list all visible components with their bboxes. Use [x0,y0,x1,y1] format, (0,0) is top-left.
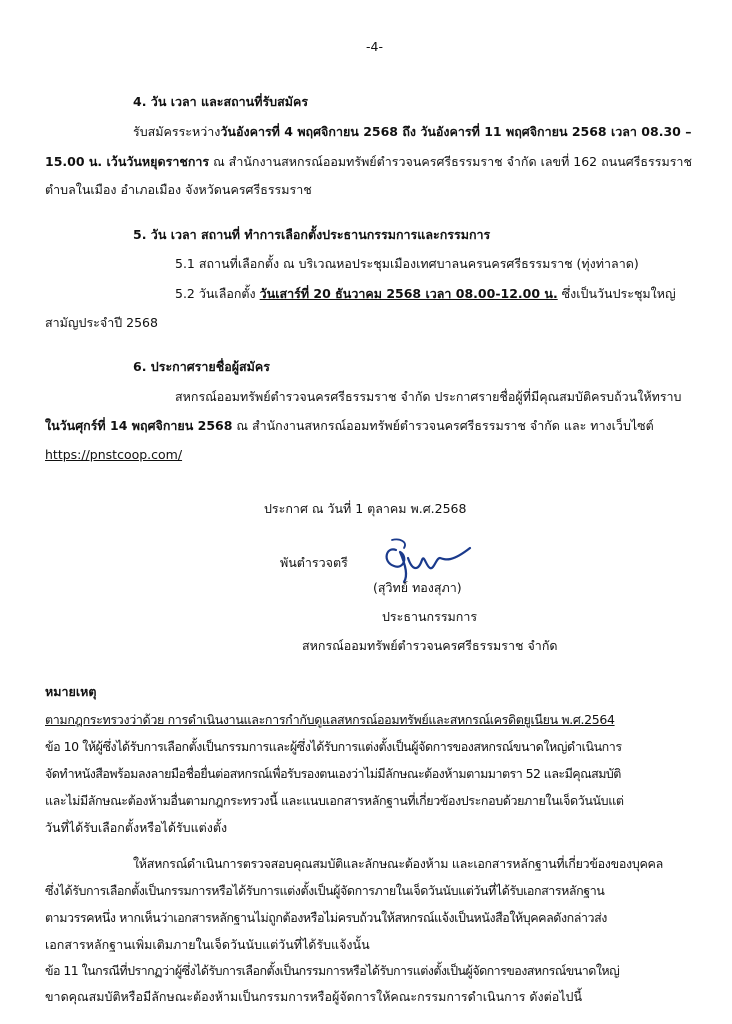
section-4-line-1 [133,123,691,141]
signer-position: ประธานกรรมการ [382,609,478,624]
section-6-line-2-rest: ณ สำนักงานสหกรณ์ออมทรัพย์ตำรวจนครศรีธรรมราช จำกัด และ ทางเว็บไซต์ [232,418,654,433]
page-number: -4- [366,39,383,54]
clause-10-line: และไม่มีลักษณะต้องห้ามอื่นตามกฎกระทรวงนี้ และแนบเอกสารหลักฐานที่เกี่ยวข้องประกอบด้วยภายในเจ็ดวันนับแต่ [45,793,624,808]
signer-name: (สุวิทย์ ทองสุภา) [373,580,462,595]
section-4-line-3: ตำบลในเมือง อำเภอเมือง จังหวัดนครศรีธรรมราช [45,182,312,197]
section-5-heading: 5. วัน เวลา สถานที่ ทำการเลือกตั้งประธานกรรมการและกรรมการ [133,227,491,242]
clause-11-line: ขาดคุณสมบัติหรือมีลักษณะต้องห้ามเป็นกรรมการหรือผู้จัดการให้คณะกรรมการดำเนินการ ดังต่อไปนี้ [45,989,583,1004]
verify-line: เอกสารหลักฐานเพิ่มเติมภายในเจ็ดวันนับแต่วันที่ได้รับแจ้งนั้น [45,937,370,952]
section-6-website-line [45,446,182,464]
website-link[interactable]: https://pnstcoop.com/ [45,447,183,462]
section-4-time: 15.00 น. เว้นวันหยุดราชการ [45,154,210,169]
clause-10-line: ข้อ 10 ให้ผู้ซึ่งได้รับการเลือกตั้งเป็นกรรมการและผู้ซึ่งได้รับการแต่งตั้งเป็นผู้จัดการของสหกรณ์ขนาดใหญ่ดำเนินการ [45,739,622,754]
section-4-location: ณ สำนักงานสหกรณ์ออมทรัพย์ตำรวจนครศรีธรรมราช จำกัด เลขที่ 162 ถนนศรีธรรมราช [209,154,692,169]
section-5-item-2-prefix: 5.2 วันเลือกตั้ง [175,286,260,301]
election-date: วันเสาร์ที่ 20 ธันวาคม 2568 เวลา 08.00-12.00 น. [259,286,558,301]
section-6-line-2 [45,417,654,435]
section-6-line-1: สหกรณ์ออมทรัพย์ตำรวจนครศรีธรรมราช จำกัด ประกาศรายชื่อผู้ที่มีคุณสมบัติครบถ้วนให้ทราบ [175,389,682,404]
remarks-heading: หมายเหตุ [45,684,97,699]
signer-rank: พันตำรวจตรี [280,555,348,570]
section-4-dates: วันอังคารที่ 4 พฤศจิกายน 2568 ถึง วันอังคารที่ 11 พฤศจิกายน 2568 เวลา 08.30 – [220,124,692,139]
section-4-line-2 [45,153,692,171]
verify-line: ซึ่งได้รับการเลือกตั้งเป็นกรรมการหรือได้รับการแต่งตั้งเป็นผู้จัดการภายในเจ็ดวันนับแต่วันที่ได้รับเอกสารหลักฐาน [45,883,605,898]
announcement-date: ในวันศุกร์ที่ 14 พฤศจิกายน 2568 [45,418,233,433]
verify-line: ให้สหกรณ์ดำเนินการตรวจสอบคุณสมบัติและลักษณะต้องห้าม และเอกสารหลักฐานที่เกี่ยวข้องของบุคคล [133,856,663,871]
verify-line: ตามวรรคหนึ่ง หากเห็นว่าเอกสารหลักฐานไม่ถูกต้องหรือไม่ครบถ้วนให้สหกรณ์แจ้งเป็นหนังสือให้บุคคลดังกล่าวส่ง [45,910,607,925]
section-4-heading: 4. วัน เวลา และสถานที่รับสมัคร [133,94,309,109]
announce-date: ประกาศ ณ วันที่ 1 ตุลาคม พ.ศ.2568 [264,501,467,516]
clause-10-line: จัดทำหนังสือพร้อมลงลายมือชื่อยื่นต่อสหกรณ์เพื่อรับรองตนเองว่าไม่มีลักษณะต้องห้ามตามมาตรา 52 และมีคุณสมบัติ [45,766,621,781]
section-4-line-1-prefix: รับสมัครระหว่าง [133,124,221,139]
clause-11-line: ข้อ 11 ในกรณีที่ปรากฏว่าผู้ซึ่งได้รับการเลือกตั้งเป็นกรรมการหรือได้รับการแต่งตั้งเป็นผู้จัดการของสหกรณ์ขนาดใหญ่ [45,963,620,978]
clause-10-line: วันที่ได้รับเลือกตั้งหรือได้รับแต่งตั้ง [45,820,228,835]
section-5-item-2-suffix: ซึ่งเป็นวันประชุมใหญ่ [557,286,676,301]
section-5-item-2 [175,285,676,303]
section-6-heading: 6. ประกาศรายชื่อผู้สมัคร [133,359,270,374]
signer-organization: สหกรณ์ออมทรัพย์ตำรวจนครศรีธรรมราช จำกัด [302,638,558,653]
regulation-title: ตามกฎกระทรวงว่าด้วย การดำเนินงานและการกำกับดูแลสหกรณ์ออมทรัพย์และสหกรณ์เครดิตยูเนียน พ.ศ.2564 [45,712,615,727]
section-5-item-2-line-2: สามัญประจำปี 2568 [45,315,158,330]
section-5-item-1: 5.1 สถานที่เลือกตั้ง ณ บริเวณหอประชุมเมืองเทศบาลนครนครศรีธรรมราช (ทุ่งท่าลาด) [175,256,639,271]
